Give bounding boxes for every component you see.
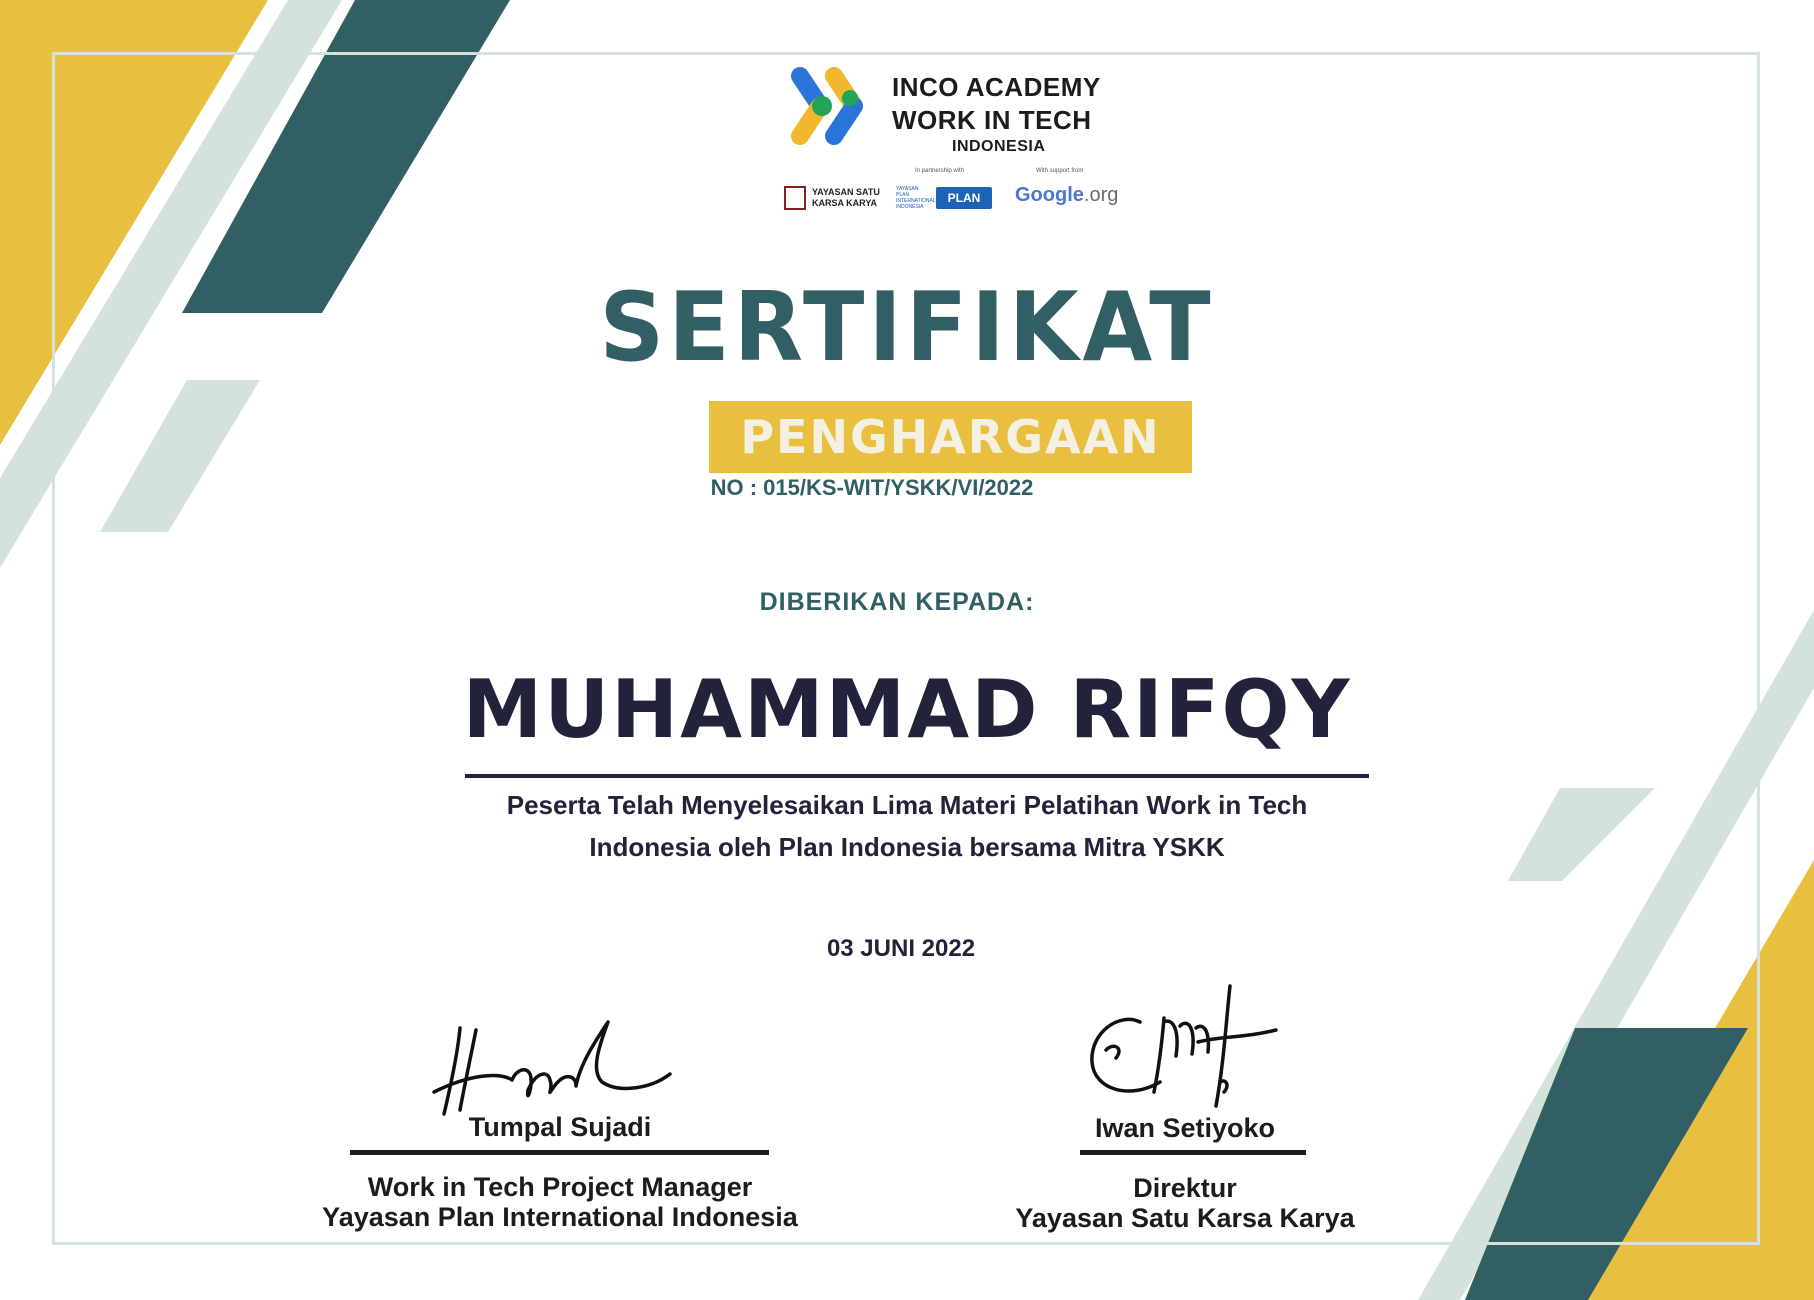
recipient-underline bbox=[465, 774, 1369, 778]
recipient-name: MUHAMMAD RIFQY bbox=[462, 663, 1352, 756]
signer-1-name: Tumpal Sujadi bbox=[468, 1112, 652, 1142]
google-org-logo bbox=[1015, 184, 1118, 207]
plan-logo: PLAN bbox=[936, 187, 992, 209]
brand-line-3: INDONESIA bbox=[952, 138, 1046, 155]
certificate-description bbox=[0, 784, 1814, 868]
signer-2-role-line-2: Yayasan Satu Karsa Karya bbox=[1015, 1203, 1355, 1233]
certificate-title: SERTIFIKAT bbox=[599, 271, 1215, 384]
signer-2-role-line-1: Direktur bbox=[1133, 1173, 1237, 1203]
yskk-line-2: KARSA KARYA bbox=[812, 198, 878, 208]
signature-tumpal-sujadi bbox=[430, 1010, 680, 1120]
plan-foundation-text: YAYASAN PLAN INTERNATIONAL INDONESIA bbox=[896, 186, 936, 210]
inco-academy-logo-icon bbox=[778, 58, 878, 154]
brand-wordmark bbox=[892, 70, 1101, 158]
signer-2-name: Iwan Setiyoko bbox=[1094, 1113, 1276, 1143]
support-caption: With support from bbox=[1036, 168, 1084, 174]
certificate-border bbox=[52, 52, 1760, 1245]
signer-1-line bbox=[350, 1150, 769, 1155]
signer-2-role bbox=[960, 1173, 1410, 1233]
signer-1-role-line-2: Yayasan Plan International Indonesia bbox=[322, 1202, 798, 1232]
signature-iwan-setiyoko bbox=[1080, 982, 1290, 1112]
yskk-line-1: YAYASAN SATU bbox=[812, 187, 880, 197]
brand-line-1: INCO ACADEMY bbox=[892, 72, 1101, 102]
signer-1-role bbox=[250, 1172, 870, 1232]
signer-2-line bbox=[1080, 1150, 1306, 1155]
description-line-2: Indonesia oleh Plan Indonesia bersama Mitra YSKK bbox=[589, 832, 1225, 862]
yskk-logo bbox=[784, 184, 888, 212]
description-line-1: Peserta Telah Menyelesaikan Lima Materi Pelatihan Work in Tech bbox=[506, 790, 1308, 820]
yskk-mark-icon bbox=[784, 186, 806, 210]
given-to-label: DIBERIKAN KEPADA: bbox=[759, 588, 1035, 616]
certificate-number: NO : 015/KS-WIT/YSKK/VI/2022 bbox=[710, 475, 1034, 500]
certificate-date: 03 JUNI 2022 bbox=[826, 935, 976, 962]
partnership-caption: In partnership with bbox=[915, 168, 965, 174]
google-wordmark: Google bbox=[1015, 184, 1084, 206]
signer-1-role-line-1: Work in Tech Project Manager bbox=[367, 1172, 753, 1202]
google-suffix: .org bbox=[1083, 184, 1119, 206]
brand-line-2: WORK IN TECH bbox=[892, 105, 1092, 135]
certificate-subtitle: PENGHARGAAN bbox=[709, 401, 1192, 473]
